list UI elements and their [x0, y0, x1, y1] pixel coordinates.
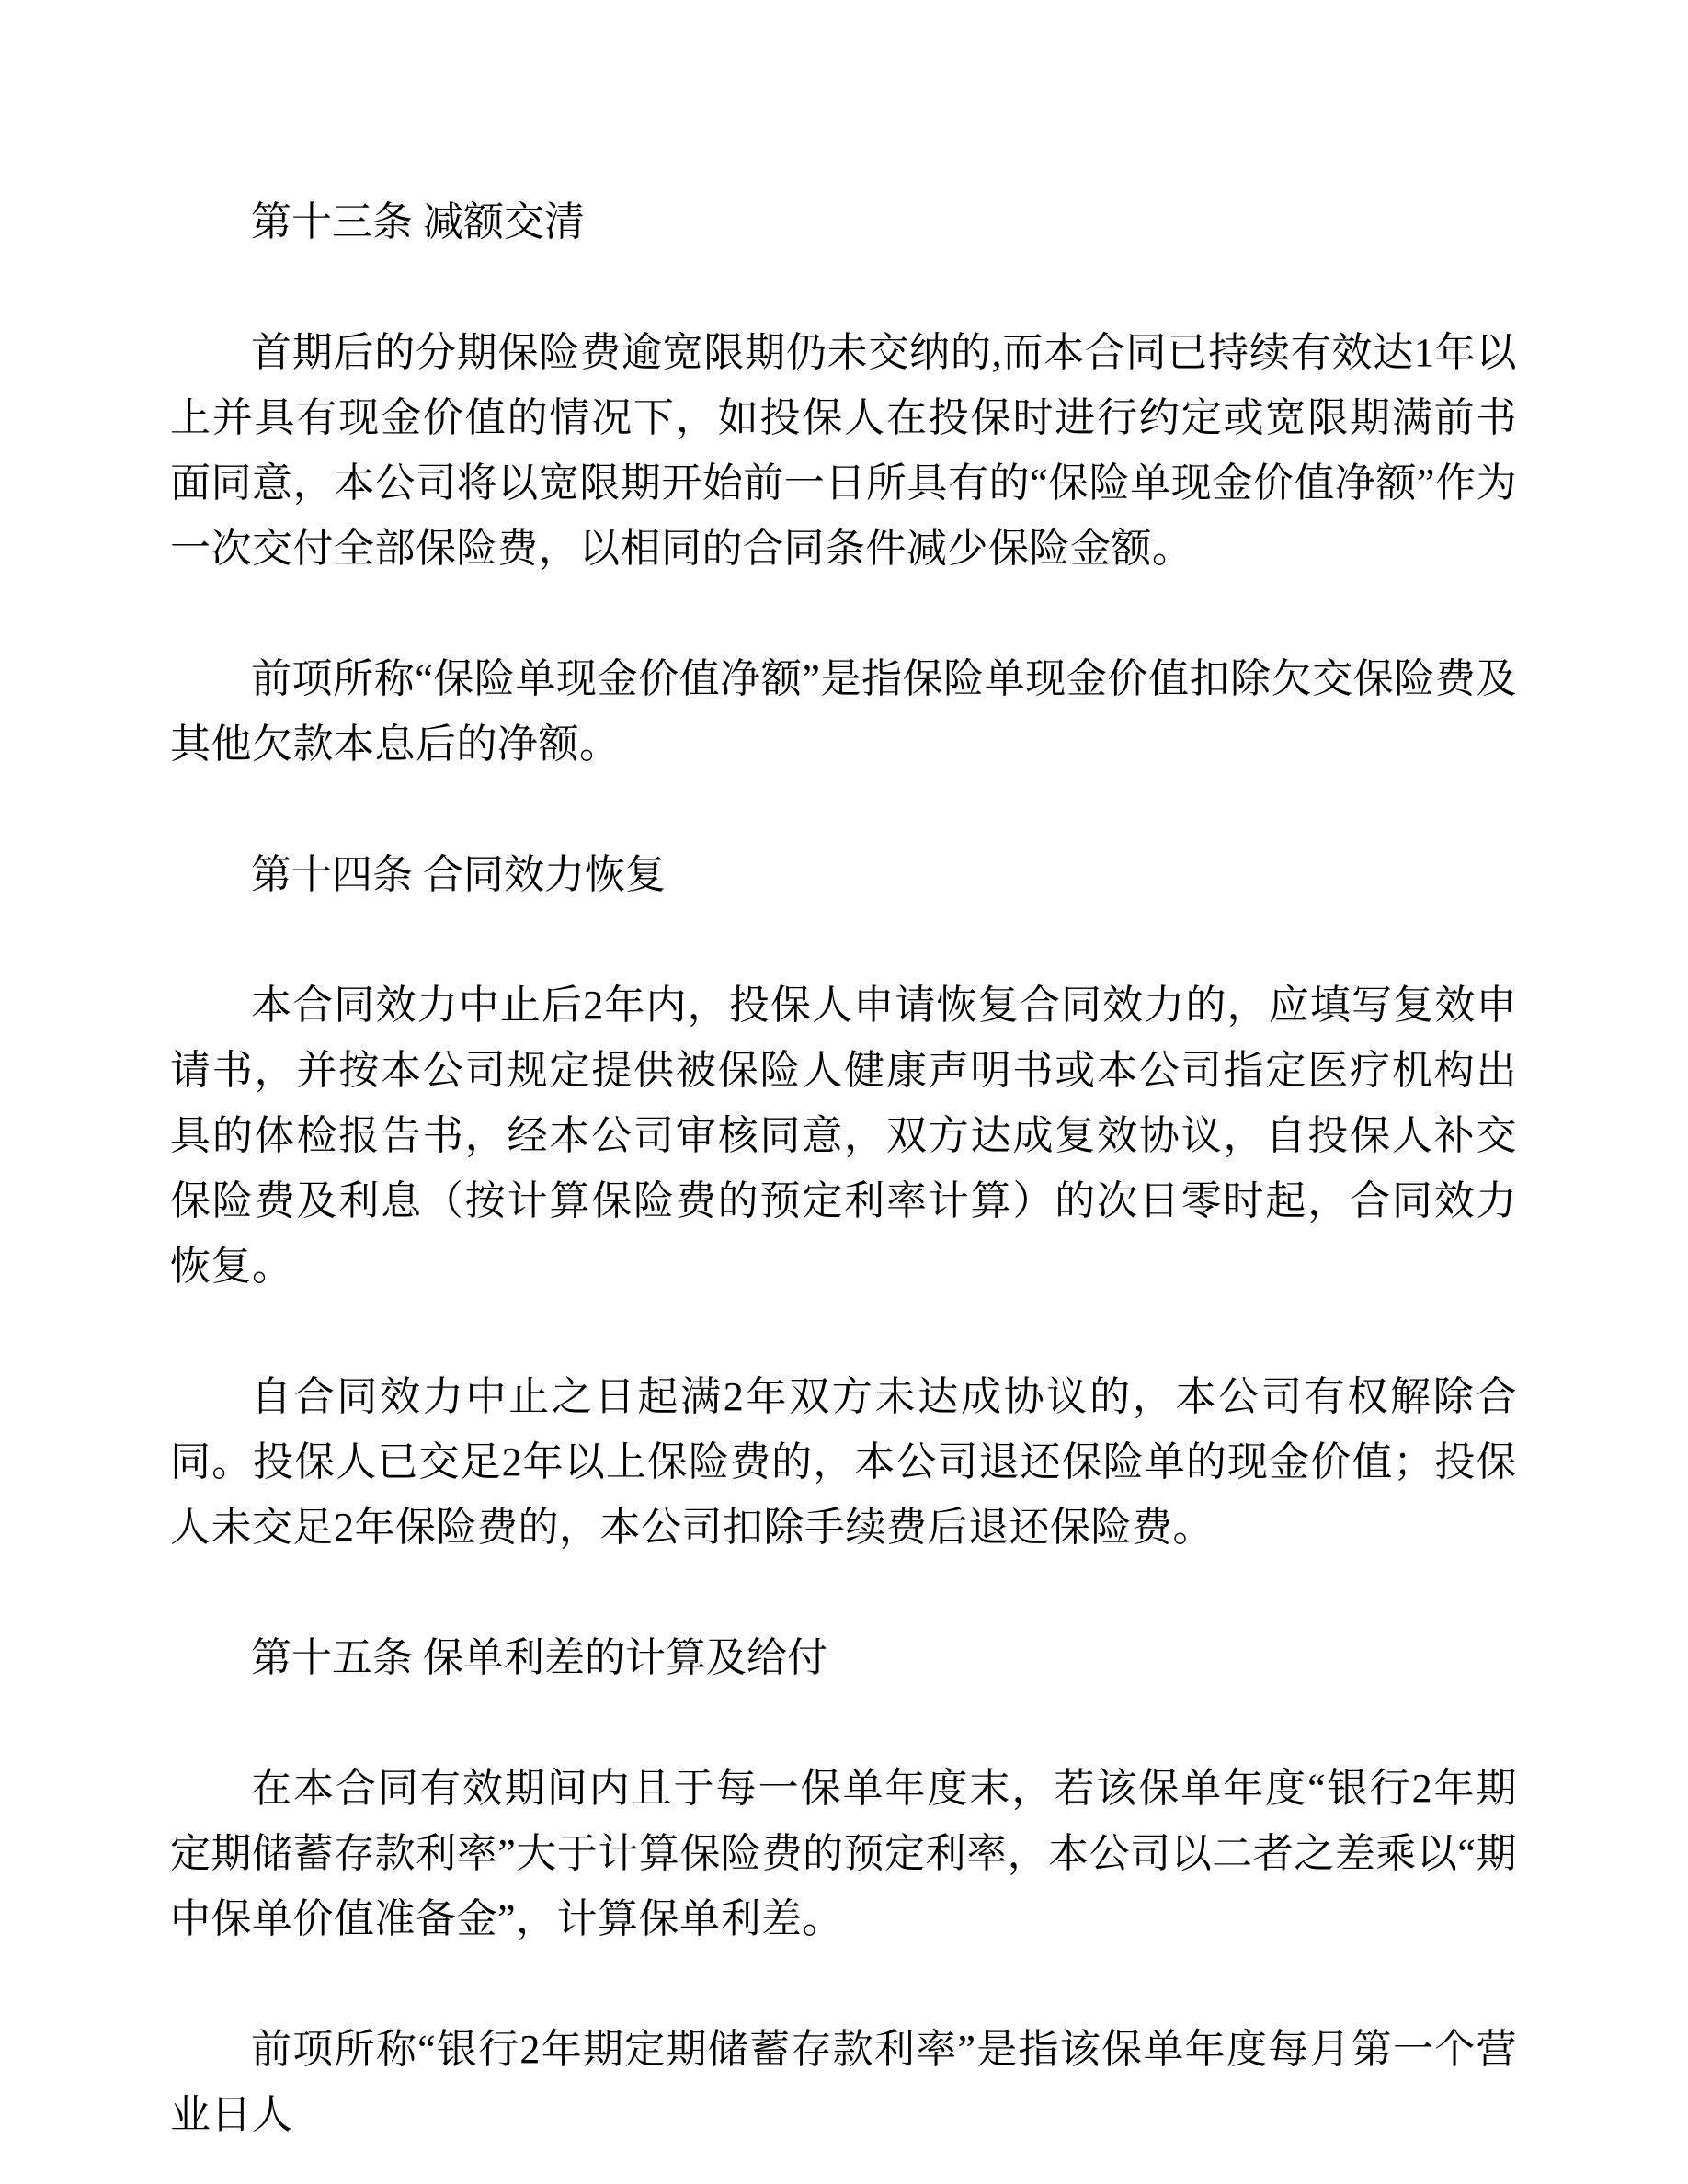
article-15-paragraph-1: 在本合同有效期间内且于每一保单年度末，若该保单年度“银行2年期定期储蓄存款利率”大于计算保险费的预定利率，本公司以二者之差乘以“期中保单价值准备金”，计算保单利差。: [170, 1766, 1517, 1941]
article-15-paragraph-2-truncated: 前项所称“银行2年期定期储蓄存款利率”是指该保单年度每月第一个营业日人: [170, 2027, 1517, 2137]
article-13-paragraph-1: 首期后的分期保险费逾宽限期仍未交纳的,而本合同已持续有效达1年以上并具有现金价值的情况下，如投保人在投保时进行约定或宽限期满前书面同意，本公司将以宽限期开始前一日所具有的“保险单现金价值净额”作为一次交付全部保险费，以相同的合同条件减少保险金额。: [170, 330, 1517, 571]
article-15-heading: 第十五条 保单利差的计算及给付: [251, 1635, 827, 1680]
article-13-heading: 第十三条 减额交清: [251, 199, 585, 245]
article-14-heading: 第十四条 合同效力恢复: [251, 852, 666, 897]
article-14-paragraph-2: 自合同效力中止之日起满2年双方未达成协议的，本公司有权解除合同。投保人已交足2年以上保险费的，本公司退还保险单的现金价值；投保人未交足2年保险费的，本公司扣除手续费后退还保险费。: [170, 1374, 1517, 1550]
article-13-paragraph-2: 前项所称“保险单现金价值净额”是指保险单现金价值扣除欠交保险费及其他欠款本息后的净额。: [170, 656, 1517, 767]
article-14-paragraph-1: 本合同效力中止后2年内，投保人申请恢复合同效力的，应填写复效申请书，并按本公司规定提供被保险人健康声明书或本公司指定医疗机构出具的体检报告书，经本公司审核同意，双方达成复效协议，自投保人补交保险费及利息（按计算保险费的预定利率计算）的次日零时起，合同效力恢复。: [170, 983, 1517, 1289]
